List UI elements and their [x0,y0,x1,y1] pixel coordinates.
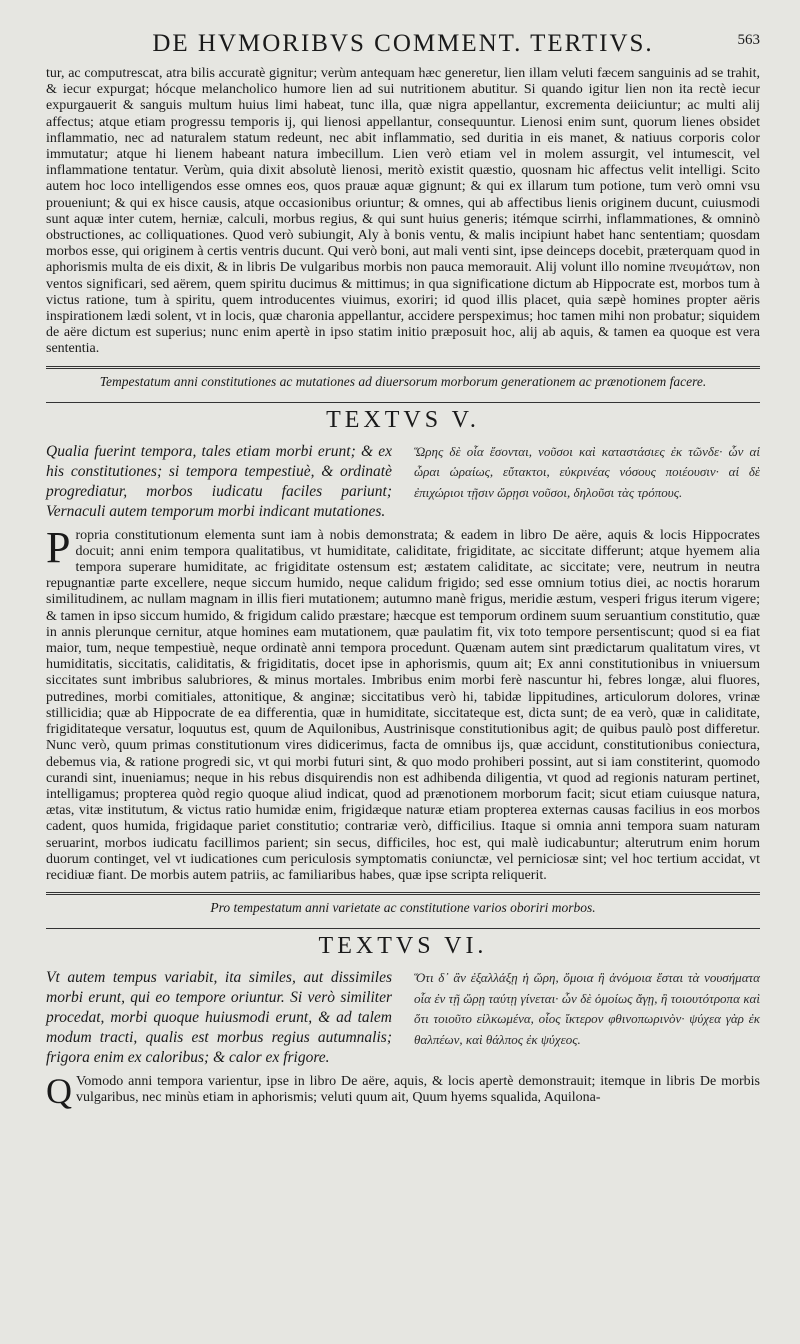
running-head [46,30,760,66]
section5-aphorism [46,442,760,522]
section6-dropcap: Q [46,1071,72,1112]
section6-latin-text: Vt autem tempus variabit, ita similes, aut dissimiles morbi erunt, qui eo tempore oriuntur. Si verò similiter procedat, morbi quoque huiusmodi erunt, & ad talem modum tracti, qualis est morbus regius autumnalis; frigora enim ex caloribus; & calor ex frigore. [46,969,392,1067]
section6-aphorism [46,968,760,1068]
intro-paragraph-block [46,66,760,358]
section5-summary: Tempestatum anni constitutiones ac mutationes ad diuersorum morborum generationem ac prænotionem facere. [99,373,707,389]
section-divider-thin [46,928,760,929]
section5-latin-text: Qualia fuerint tempora, tales etiam morbi erunt; & ex his constitutiones; si tempora tempestiuè, & ordinatè progrediatur, morbos iudicatu faciles pariunt; Vernaculi autem temporum morbi indicant mutationes. [46,442,392,520]
section5-greek-text: Ὥρης δὲ οἷα ἔσονται, νοῦσοι καὶ καταστάσιες ἐκ τῶνδε· ὧν αἱ ὧραι ὡραίως, εὔτακτοι, εὐκρινέας νόσους ποιέουσιν· αἱ δὲ ἐπιχώριοι τῇσιν ὥρῃσι νοῦσοι, δηλοῦσι τὰς τρόπους. [414,443,760,500]
section6-commentary: Vomodo anni tempora varientur, ipse in libro De aëre, aquis, & locis apertè demonstrauit; itemque in libris De morbis vulgaribus, nec minùs etiam in aphorismis; veluti quum ait, Quum hyems squalida, Aquilona- [76,1074,760,1106]
section-divider-thin [46,402,760,403]
section6-heading: TEXTVS VI. [318,933,488,960]
section5-heading: TEXTVS V. [326,406,480,433]
section6-summary: Pro tempestatum anni varietate ac constitutione varios oboriri morbos. [210,900,596,916]
section5-commentary-block [46,522,760,884]
running-title: DE HVMORIBVS COMMENT. TERTIVS. [152,30,654,57]
section5-dropcap: P [46,522,71,572]
section6-commentary-block [46,1071,760,1112]
intro-paragraph: tur, ac computrescat, atra bilis accuratè gignitur; verùm antequam hæc generetur, lien illam veluti fæcem sanguinis ad se trahit, & iecur expurgat; hócque melancholico humore lien ad sui nutritionem abutitur. Si quando igitur lien non ita rectè iecur expurgauerit & sanguis multum huius limi habeat, tunc illa, quæ nigra appellantur, excrementa deiiciuntur; ac multi alij affectus; atque etiam progressu temporis ij, qui lienosi appellantur, consequuntur. Lienosi enim sunt, quorum lienes obsidet inflammatio, nec ad naturalem statum redeunt, nec abit inflammatio, sed duritia in eis manet, & natiuus corporis color immutatur; atque hi lienem habeant natura imbecillum. Lien verò etiam vel in molem assurgit, vel intumescit, vel inflammatione tentatur. Verùm, quia dixit absolutè lienosi, meritò existit quæstio, quosnam hic affectus velit intelligi. Scito autem hoc loco intelligendos esse omnes eos, quos prauæ aquæ gignunt; & qui ex illarum tum potione, tum verò omni vsu proueniunt; & qui ex hisce causis, atque occasionibus oriuntur; & omnes, qui ab affectibus lienis originem ducunt, cuiusmodi sunt aquæ inter cutem, herniæ, calculi, morbus regius, & qui sunt huius generis; itémque scirrhi, inflammationes, & omninò obstructiones, ac colliquationes. Quod verò subiungit, Aly à bonis ventu, & malis incipiunt habet hanc sententiam; quosdam morbos esse, qui originem à certis ventris ducunt. Qui verò boni, aut mali venti sint, ipse deinceps docebit, præterquam quod in aphorismis multa de eis dixit, & in libris De vulgaribus morbis non pauca memorauit. Alij volunt illo nomine πνευμάτων, non ventos significari, sed aërem, quem spiritu ducimus & mittimus; in qua significatione dictum ab Hippocrate est, morbos tum à victus ratione, tum à spiritu, quem introducentes viuimus, exoriri; id quod illis placet, quia sæpè homines propter aëris inspirationem lædi solent, vt in locis, quæ charonia appellantur, accidere perspeximus; hoc tamen mihi non probatur; siquidem de aëre dictum est superius; nunc enim apertè in ipso statim initio præposuit hoc, alij ab aquis, & tamen ea quoque est vera sententia. [46,66,760,357]
section5-commentary: ropria constitutionum elementa sunt iam à nobis demonstrata; & eadem in libro De aëre, aquis & locis Hippocrates docuit; anni enim tempora qualitatibus, vt humiditate, caliditate, frigiditate, ac siccitate differunt; atque hyemem alia tempora superare humiditate, ac frigiditate ostensum est; æstatem caliditate, ac siccitate; vere, neutrum in neutra repugnantiæ parte excellere, neque siccum humido, neque calidum frigido; sed esse omnium totius diei, ac noctis horarum similitudinem, ac nullam magnam in illis fieri mutationem; autumno manè frigus, meridie æstum, vesperi frigus iterum vigere; & tamen in ipso siccum humido, & frigidum calido præstare; hæcque est temporum ordinem suum seruantium constitutio, quæ in annis plerunque cernitur, atque homines eam mutationem, quæ paulatim fit, vix toto tempore persentiscunt; quod si ea fiat maior, tum, neque tempestiuè, neque ordinatè anni tempora procedunt. Quænam autem sint prædictarum qualitatum vires, vt humiditatis, siccitatis, caliditatis, & frigiditatis, docet ipse in aphorismis, quum ait; Ex anni constitutionibus in vniuersum siccitates sunt imbribus salubriores, & minus mortales. Imbribus enim morbi ferè nascuntur hi, febres longæ, alui fluores, putredines, morbi comitiales, attonitique, & anginæ; siccitatibus verò hi, tabidæ lippitudines, articulorum dolores, vrinæ stillicidia; quæ ab Hippocrate de ea differentia, quæ in humiditate, siccitateque est, dicta sunt; de ea verò, quæ in caliditate, frigiditateque versatur, loquutus est, quum de Aquilonibus, Austrinisque constitutionibus agit; de quibus paulò post differetur. Nunc verò, quum primas constitutionum vires didicerimus, facta de omnibus ijs, quæ accidunt, constitutionibus coniectura, debemus via, & ratione progredi sic, vt qui morbi futuri sint, & quo modo prohiberi possint, aut si iam constiterint, quomodo curandi sint, inueniamus; neque in his rebus disquirendis non est adhibenda diligentia, vt quod ad regionis naturam pertinet, intelligamus; propterea quòd regio quoque aliud indicat, quod ad prænotionem morborum facit; sicut etiam cuiusque natura, ætas, vitæ institutum, & victus ratio humidæ enim, frigidæque naturæ etiam propterea externas causas facilius in eos morbos cadent, quos humida, frigidaque pariet constitutio; contrariæ verò, difficilius. Itaque si omnia anni tempora suam naturam seruarint, morbos iudicatu facillimos parient; sin secus, difficiles, hoc est, qui malè iudicabuntur; alterutrum enim horum duorum continget, vel vt iudicationes cum periculosis symptomatis coniunctæ, vel perniciosæ sint; vel hoc tertium accidat, vt recidiuæ fiant. De morbis autem patriis, ac familiaribus habes, quæ ipse scripta reliquerit. [46,527,760,883]
section6-greek-text: Ὅτι δ᾽ ἂν ἐξαλλάξῃ ἡ ὥρη, ὅμοια ἢ ἀνόμοια ἔσται τὰ νουσήματα οἷα ἐν τῇ ὥρῃ ταύτῃ γίνεται· ὧν δὲ ὁμοίως ἄγῃ, ἢ τοιουτότροπα καὶ ὅτι τοιοῦτο εἰλκωμένα, οἷος ἴκτερον φθινοπωρινὸν· ψύχεα γὰρ ἐκ θαλπέων, καὶ θάλπος ἐκ ψύχεος. [414,970,760,1047]
page-number: 563 [737,32,760,48]
